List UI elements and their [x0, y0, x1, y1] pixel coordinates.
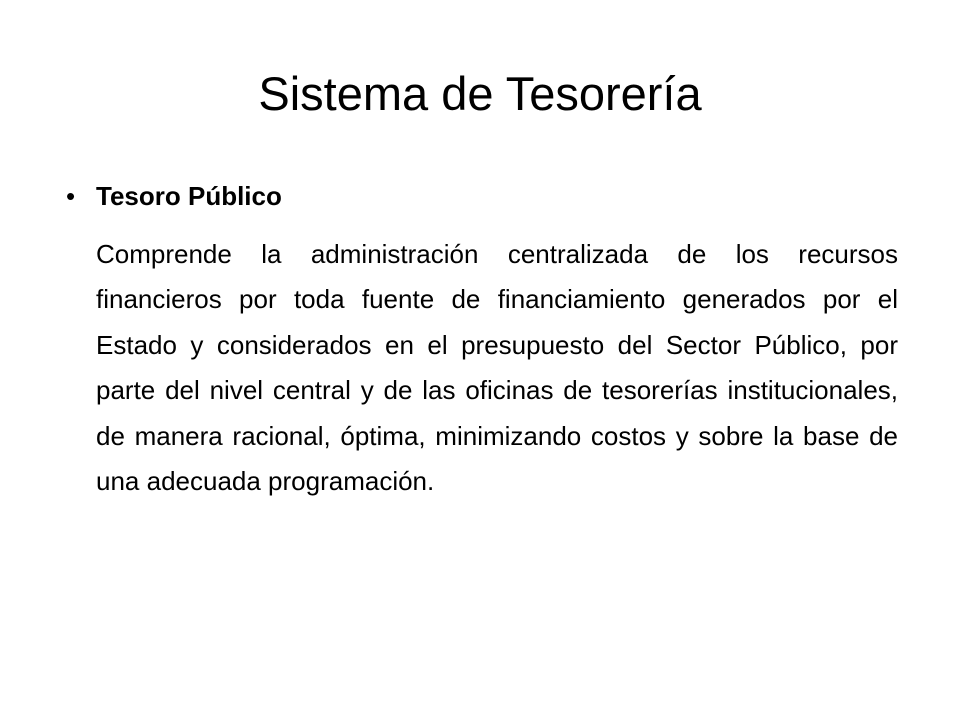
- section-heading: Tesoro Público: [96, 181, 282, 211]
- body-paragraph: Comprende la administración centralizada de los recursos financieros por toda fuente de financiamiento generados por el Estado y considerados en el presupuesto del Sector Público, por parte del nivel central y de las oficinas de tesorerías institucionales, de manera racional, óptima, minimizando costos y sobre la base de una adecuada programación.: [96, 239, 898, 497]
- slide-title: Sistema de Tesorería: [258, 67, 702, 120]
- bullet-marker: •: [66, 181, 76, 211]
